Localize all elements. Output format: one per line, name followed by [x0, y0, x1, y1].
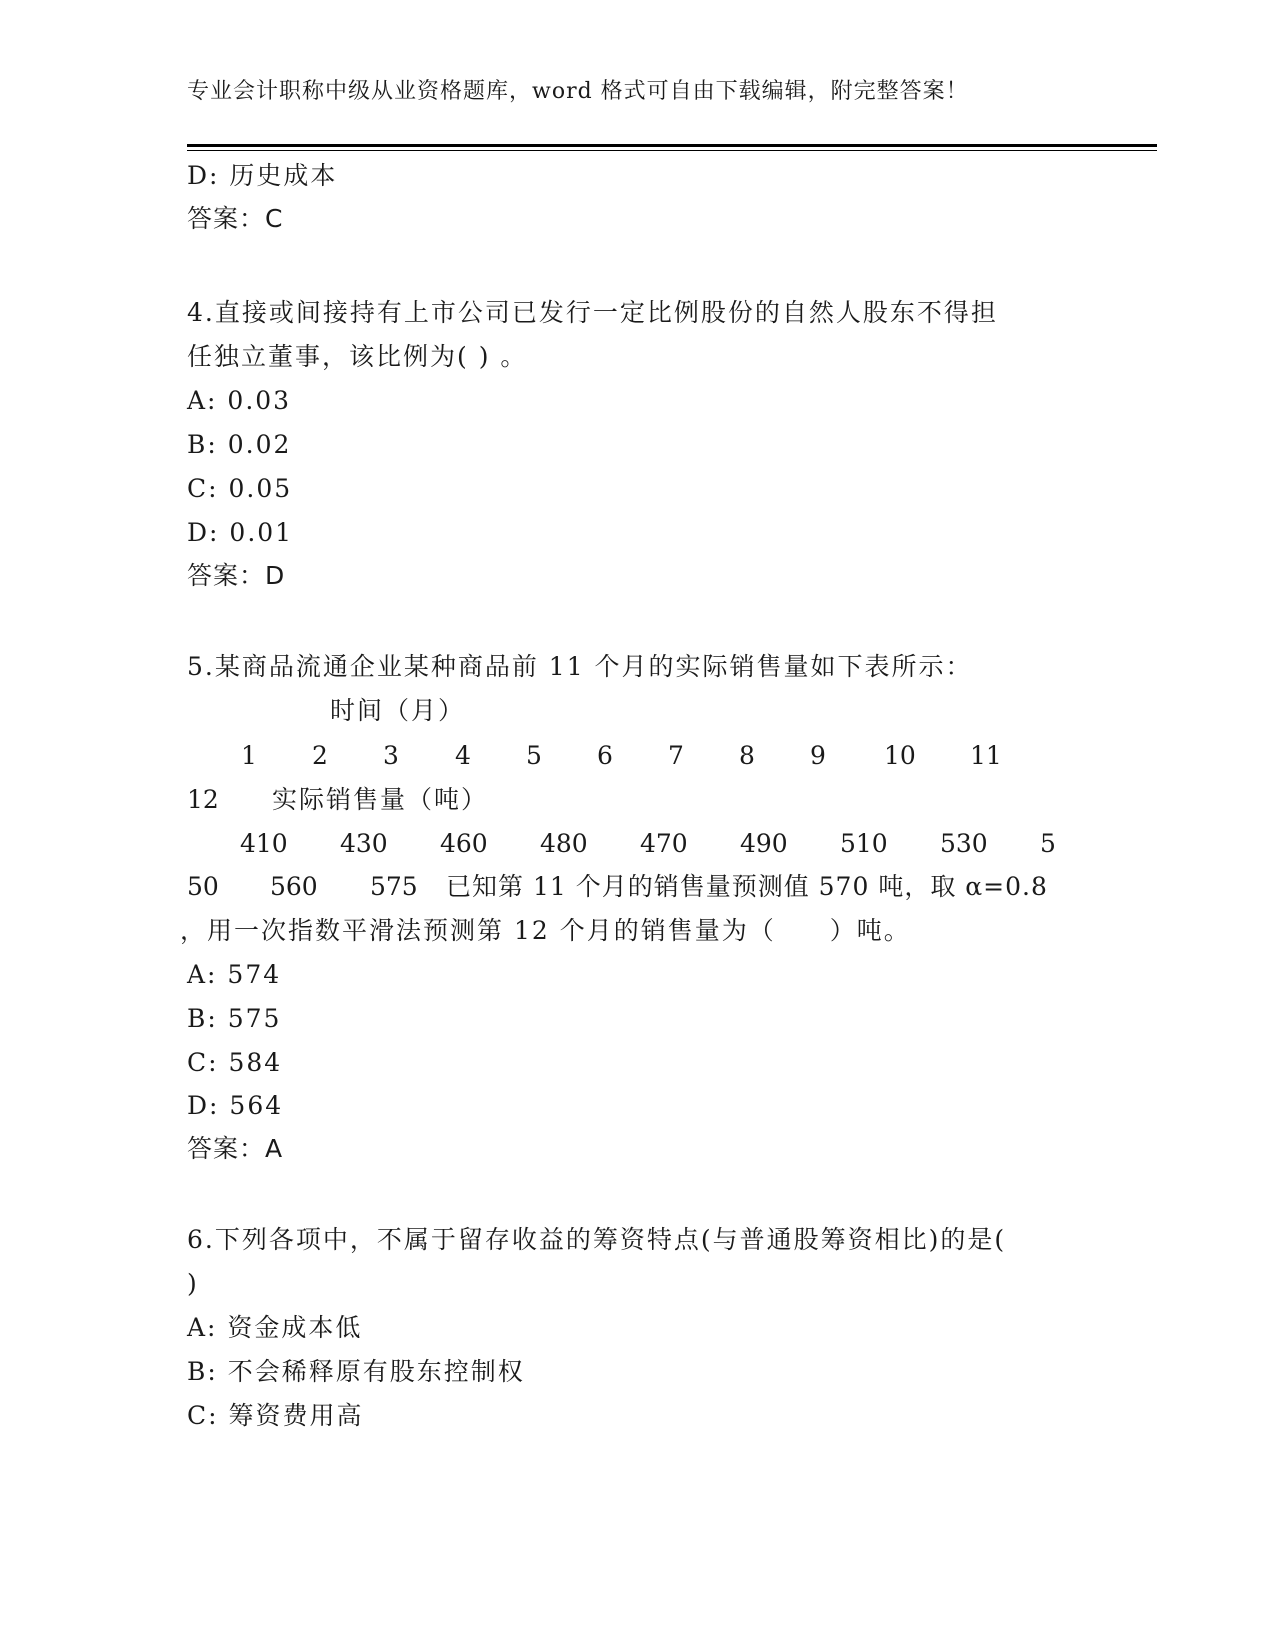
q4-answer: 答案：D [187, 561, 286, 590]
q5-stem-continuation: 已知第 11 个月的销售量预测值 570 吨，取 α=0.8 [446, 872, 1048, 901]
table-cell: 6 [597, 741, 613, 770]
q6-stem-line2: ) [187, 1269, 199, 1298]
table-cell: 4 [455, 741, 471, 770]
q5-option-b: B: 575 [187, 1004, 282, 1033]
table-cell: 5 [1040, 829, 1056, 858]
q6-option-c: C: 筹资费用高 [187, 1401, 364, 1430]
header-rule-thick [187, 144, 1157, 147]
q4-option-d: D: 0.01 [187, 518, 294, 547]
q5-option-c: C: 584 [187, 1048, 283, 1077]
table-cell: 50 [187, 872, 219, 901]
q4-option-b: B: 0.02 [187, 430, 292, 459]
table-cell: 2 [312, 741, 328, 770]
q4-option-a: A: 0.03 [187, 386, 292, 415]
q5-stem-line1: 5.某商品流通企业某种商品前 11 个月的实际销售量如下表所示： [187, 652, 973, 681]
q5-option-a: A: 574 [187, 960, 282, 989]
q6-stem-line1: 6.下列各项中，不属于留存收益的筹资特点(与普通股筹资相比)的是( [187, 1225, 1007, 1254]
table-cell: 510 [840, 829, 888, 858]
q4-option-c: C: 0.05 [187, 474, 293, 503]
q5-option-d: D: 564 [187, 1091, 284, 1120]
table-cell: 410 [240, 829, 288, 858]
table-cell: 530 [940, 829, 988, 858]
table-cell: 1 [241, 741, 257, 770]
table-cell: 480 [540, 829, 588, 858]
page-header: 专业会计职称中级从业资格题库，word 格式可自由下载编辑，附完整答案！ [187, 79, 969, 104]
q5-table-header-time: 时间（月） [330, 696, 466, 725]
table-cell: 430 [340, 829, 388, 858]
q3-option-d: D: 历史成本 [187, 161, 338, 190]
table-cell: 575 [370, 872, 418, 901]
q6-option-a: A: 资金成本低 [187, 1313, 363, 1342]
table-cell: 8 [739, 741, 755, 770]
q5-answer: 答案：A [187, 1134, 284, 1163]
table-header-sales: 实际销售量（吨） [272, 785, 489, 814]
table-cell: 10 [884, 741, 916, 770]
table-cell: 9 [810, 741, 826, 770]
q3-answer: 答案：C [187, 204, 284, 233]
table-cell: 3 [383, 741, 399, 770]
table-cell: 7 [668, 741, 684, 770]
q4-stem-line1: 4.直接或间接持有上市公司已发行一定比例股份的自然人股东不得担 [187, 298, 998, 327]
table-cell: 12 [187, 785, 219, 814]
q4-stem-line2: 任独立董事，该比例为( ) 。 [187, 342, 528, 371]
table-cell: 490 [740, 829, 788, 858]
header-rule-thin [187, 150, 1157, 151]
table-cell: 460 [440, 829, 488, 858]
q5-stem-last: ，用一次指数平滑法预测第 12 个月的销售量为（ ）吨。 [180, 916, 911, 945]
q6-option-b: B: 不会稀释原有股东控制权 [187, 1357, 525, 1386]
table-cell: 470 [640, 829, 688, 858]
table-cell: 11 [970, 741, 1002, 770]
table-cell: 5 [526, 741, 542, 770]
table-cell: 560 [270, 872, 318, 901]
